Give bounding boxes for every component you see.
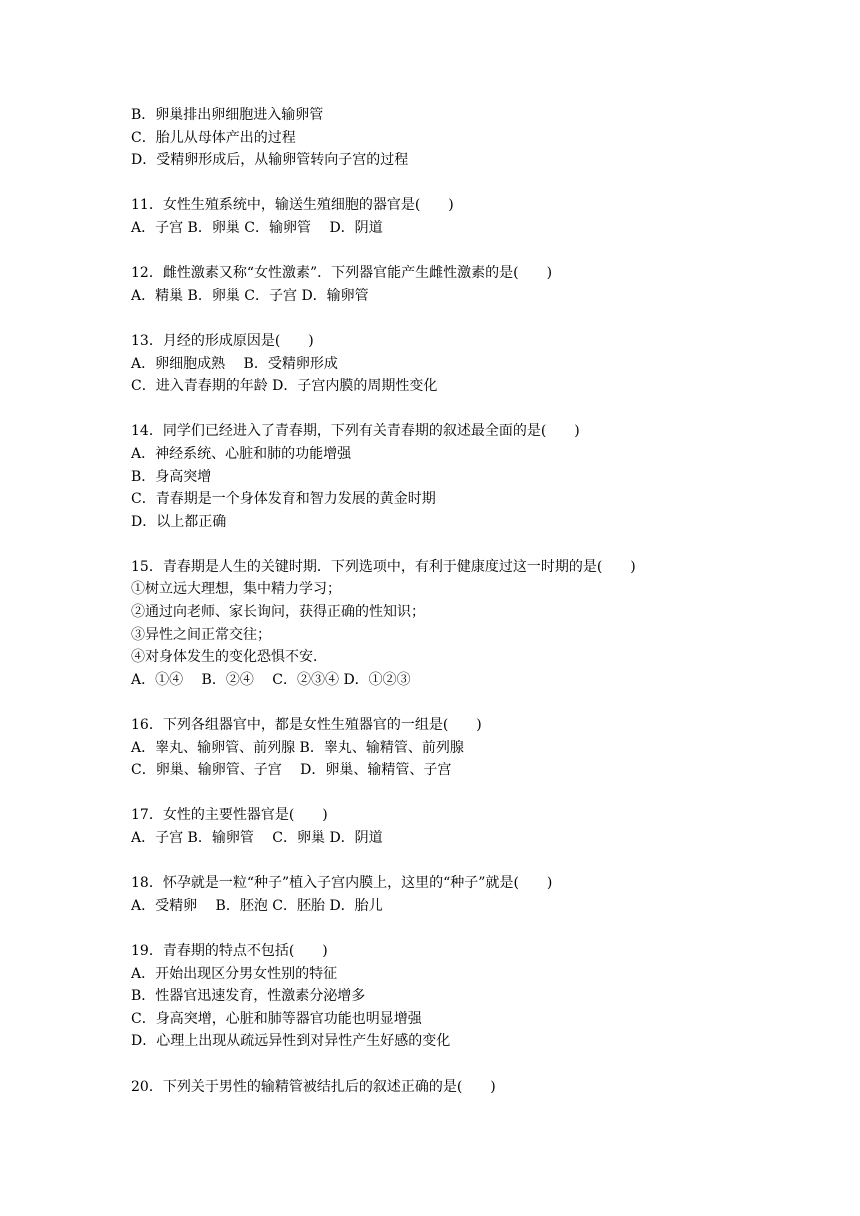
options-q11: A．子宫 B．卵巢 C．输卵管 D．阴道 (131, 219, 383, 236)
spacer (131, 917, 731, 940)
spacer (131, 240, 731, 263)
options-q13-cd: C．进入青春期的年龄 D．子宫内膜的周期性变化 (131, 378, 438, 395)
options-q16-cd: C．卵巢、输卵管、子宫 D．卵巢、输精管、子宫 (131, 762, 452, 779)
options-q17: A．子宫 B．输卵管 C．卵巢 D．阴道 (131, 830, 383, 846)
options-q15: A．①④ B．②④ C．②③④ D．①②③ (131, 671, 411, 688)
question-20: 20．下列关于男性的输精管被结扎后的叙述正确的是( ) (131, 1078, 496, 1095)
question-18: 18．怀孕就是一粒“种子”植入子宫内膜上，这里的“种子”就是( ) (131, 875, 553, 892)
options-q18: A．受精卵 B．胚泡 C．胚胎 D．胎儿 (131, 897, 383, 914)
options-q12: A．精巢 B．卵巢 C．子宫 D．输卵管 (131, 287, 369, 304)
spacer (131, 533, 731, 556)
spacer (131, 850, 731, 873)
option-d-q14: D．以上都正确 (131, 513, 227, 530)
question-12: 12．雌性激素又称“女性激素”．下列器官能产生雌性激素的是( ) (131, 265, 553, 282)
option-c-q10: C．胎儿从母体产出的过程 (131, 129, 296, 146)
question-15: 15．青春期是人生的关键时期．下列选项中，有利于健康度过这一时期的是( ) (131, 558, 636, 575)
option-b-q19: B．性器官迅速发育，性激素分泌增多 (131, 988, 366, 1005)
question-19: 19．青春期的特点不包括( ) (131, 942, 328, 959)
statement-3-q15: ③异性之间正常交往； (131, 626, 271, 643)
question-11: 11．女性生殖系统中，输送生殖细胞的器官是( ) (131, 197, 454, 214)
option-d-q10: D．受精卵形成后，从输卵管转向子宫的过程 (131, 152, 409, 169)
question-13: 13．月经的形成原因是( ) (131, 332, 314, 349)
statement-1-q15: ①树立远大理想，集中精力学习； (131, 581, 341, 598)
spacer (131, 1053, 731, 1076)
question-14: 14．同学们已经进入了青春期，下列有关青春期的叙述最全面的是( ) (131, 423, 580, 440)
spacer (131, 307, 731, 330)
option-c-q19: C．身高突增，心脏和肺等器官功能也明显增强 (131, 1010, 422, 1027)
options-q13-ab: A．卵细胞成熟 B．受精卵形成 (131, 355, 338, 372)
question-17: 17．女性的主要性器官是( ) (131, 807, 328, 824)
option-d-q19: D．心理上出现从疏远异性到对异性产生好感的变化 (131, 1033, 451, 1050)
option-b-q14: B．身高突增 (131, 468, 212, 485)
option-a-q19: A．开始出现区分男女性别的特征 (131, 965, 338, 982)
spacer (131, 782, 731, 805)
statement-2-q15: ②通过向老师、家长询问，获得正确的性知识； (131, 604, 425, 621)
option-c-q14: C．青春期是一个身体发育和智力发展的黄金时期 (131, 491, 436, 508)
option-b-q10: B．卵巢排出卵细胞进入输卵管 (131, 107, 324, 123)
spacer (131, 172, 731, 195)
document-page (131, 104, 731, 1098)
statement-4-q15: ④对身体发生的变化恐惧不安． (131, 649, 327, 666)
spacer (131, 691, 731, 714)
spacer (131, 398, 731, 421)
question-16: 16．下列各组器官中，都是女性生殖器官的一组是( ) (131, 717, 482, 734)
option-a-q14: A．神经系统、心脏和肺的功能增强 (131, 445, 352, 462)
options-q16-ab: A．睾丸、输卵管、前列腺 B．睾丸、输精管、前列腺 (131, 739, 464, 756)
